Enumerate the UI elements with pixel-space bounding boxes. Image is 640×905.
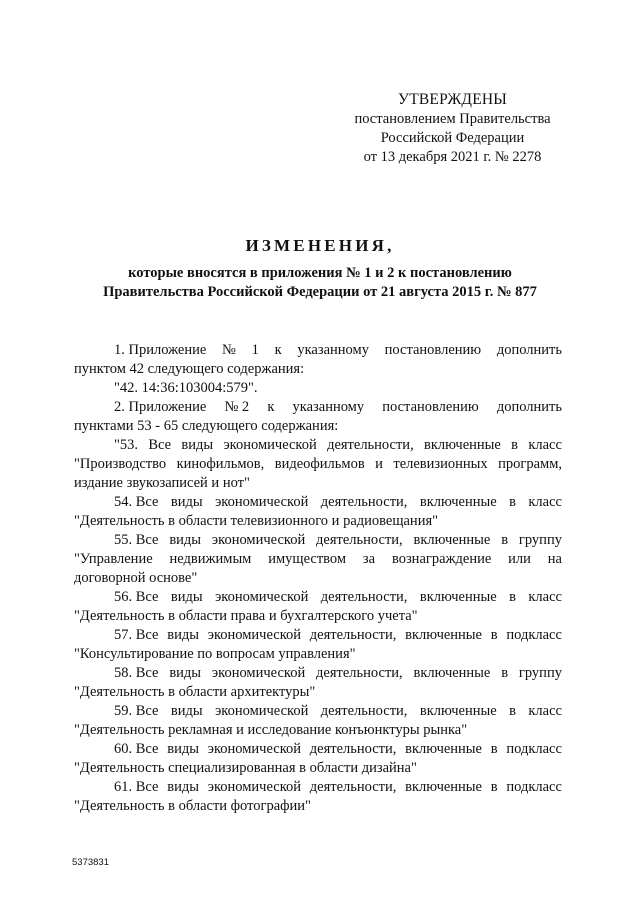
item-53-line-1: "53. Все виды экономической деятельности, включенные в класс — [114, 437, 562, 453]
item-58-line-1: 58. Все виды экономической деятельности, включенные в группу — [114, 665, 562, 681]
item-60-line-1: 60. Все виды экономической деятельности, включенные в подкласс — [114, 741, 562, 757]
item-58-line-2: "Деятельность в области архитектуры" — [74, 684, 316, 700]
item-55-line-2: "Управление недвижимым имуществом за вознаграждение или на — [74, 551, 562, 567]
item-54-line-1: 54. Все виды экономической деятельности, включенные в класс — [114, 494, 562, 510]
item-56-line-1: 56. Все виды экономической деятельности, включенные в класс — [114, 589, 562, 605]
item-60-line-2: "Деятельность специализированная в области дизайна" — [74, 760, 417, 776]
item-55-line-3: договорной основе" — [74, 570, 198, 586]
item-55-line-1: 55. Все виды экономической деятельности, включенные в группу — [114, 532, 562, 548]
document-subtitle — [60, 264, 580, 302]
approval-heading: УТВЕРЖДЕНЫ — [398, 91, 507, 108]
approval-block — [330, 90, 575, 167]
subtitle-line-2: Правительства Российской Федерации от 21 августа 2015 г. № 877 — [103, 284, 537, 300]
approval-line-2: Российской Федерации — [380, 130, 525, 146]
item-57-line-2: "Консультирование по вопросам управления" — [74, 646, 356, 662]
approval-line-1: постановлением Правительства — [354, 111, 551, 127]
item-61-line-1: 61. Все виды экономической деятельности, включенные в подкласс — [114, 779, 562, 795]
item-61-line-2: "Деятельность в области фотографии" — [74, 798, 311, 814]
paragraph-2-line-2: пунктами 53 - 65 следующего содержания: — [74, 418, 339, 434]
item-59-line-2: "Деятельность рекламная и исследование конъюнктуры рынка" — [74, 722, 468, 738]
item-54-line-2: "Деятельность в области телевизионного и радиовещания" — [74, 513, 439, 529]
document-body — [74, 341, 562, 816]
item-53-line-3: издание звукозаписей и нот" — [74, 475, 250, 491]
item-56-line-2: "Деятельность в области права и бухгалтерского учета" — [74, 608, 418, 624]
approval-date-number: от 13 декабря 2021 г. № 2278 — [363, 149, 542, 165]
item-57-line-1: 57. Все виды экономической деятельности, включенные в подкласс — [114, 627, 562, 643]
document-title: ИЗМЕНЕНИЯ, — [245, 236, 395, 255]
subtitle-line-1: которые вносятся в приложения № 1 и 2 к постановлению — [128, 265, 512, 281]
paragraph-2-line-1: 2. Приложение № 2 к указанному постановлению дополнить — [114, 399, 562, 415]
document-code: 5373831 — [72, 857, 109, 868]
item-59-line-1: 59. Все виды экономической деятельности, включенные в класс — [114, 703, 562, 719]
paragraph-1-value: "42. 14:36:103004:579". — [114, 380, 258, 396]
item-53-line-2: "Производство кинофильмов, видеофильмов и телевизионных программ, — [74, 456, 562, 472]
paragraph-1-line-1: 1. Приложение № 1 к указанному постановлению дополнить — [114, 342, 562, 358]
paragraph-1-line-2: пунктом 42 следующего содержания: — [74, 361, 305, 377]
